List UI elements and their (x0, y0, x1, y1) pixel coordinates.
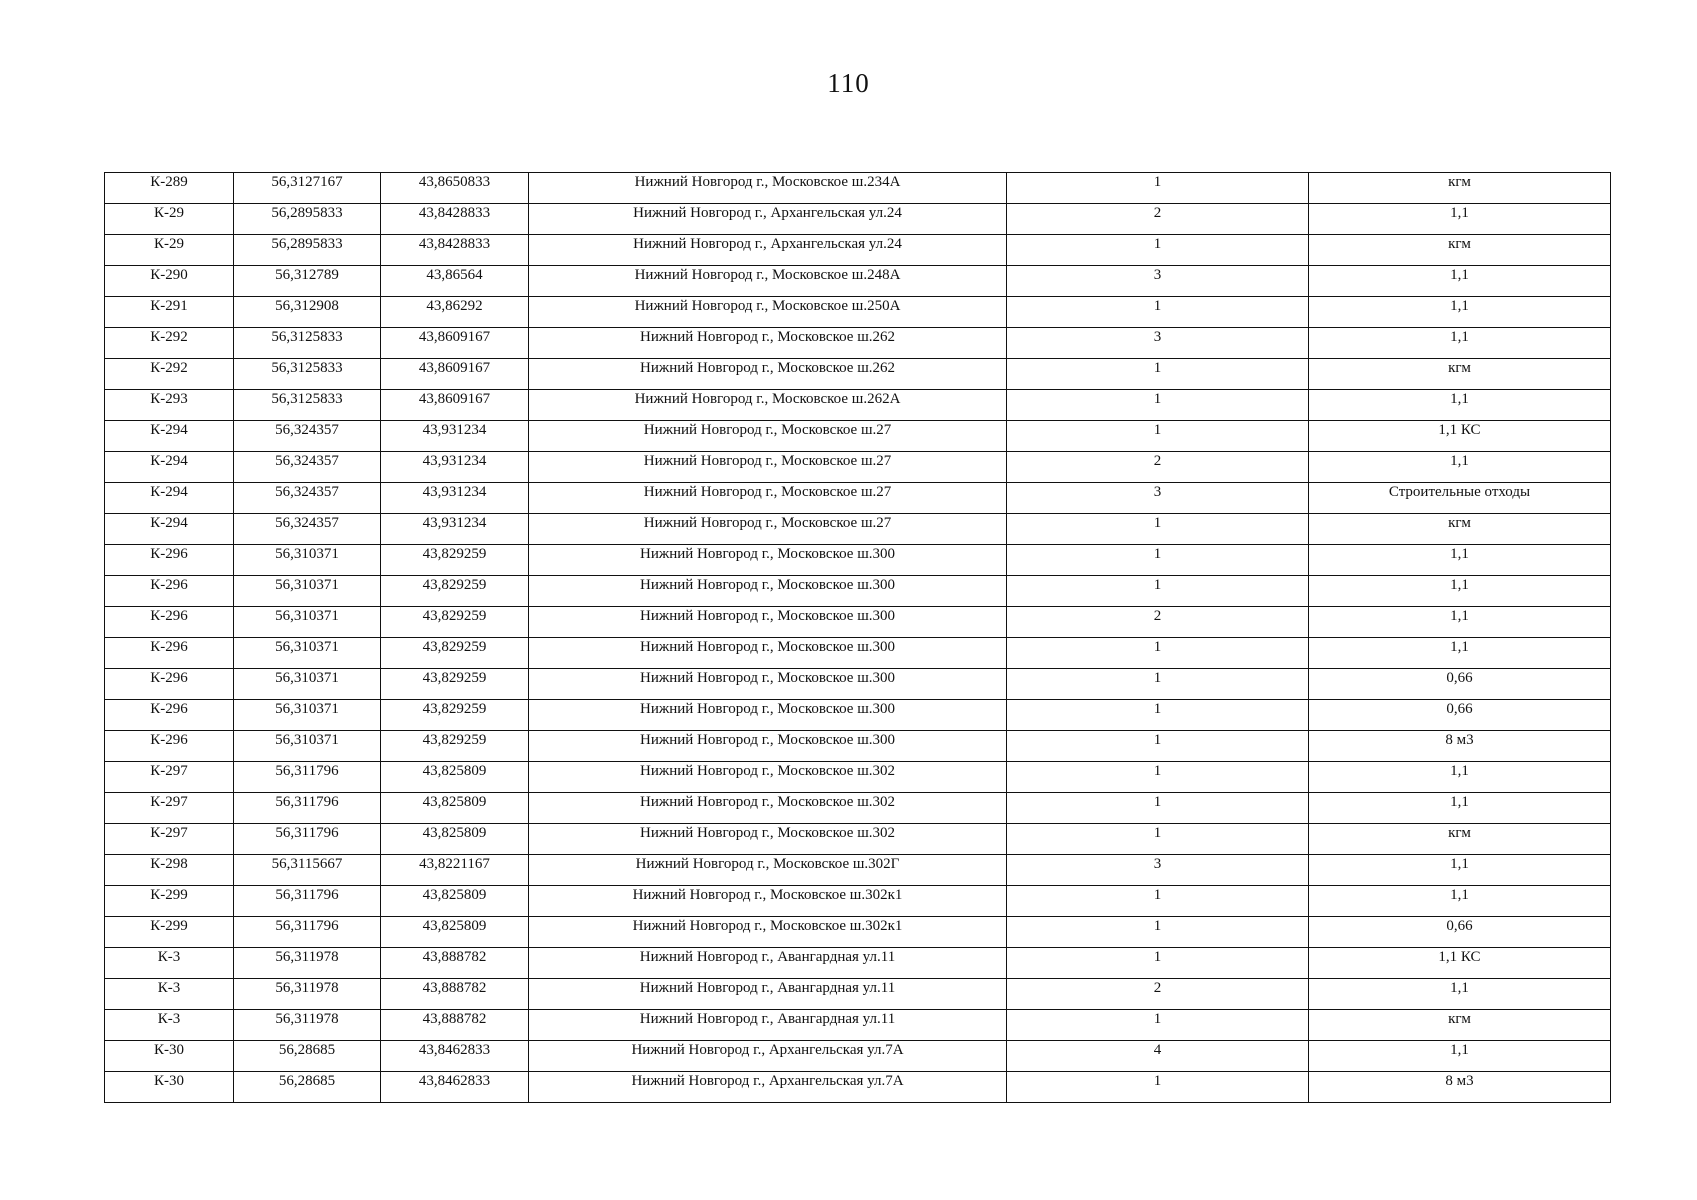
table-row (105, 173, 1611, 204)
type-cell: 1,1 КС (1309, 948, 1611, 979)
type-cell: 1,1 (1309, 576, 1611, 607)
type-cell: 1,1 КС (1309, 421, 1611, 452)
type-cell: 0,66 (1309, 917, 1611, 948)
longitude-cell: 43,8428833 (381, 204, 529, 235)
table-row (105, 328, 1611, 359)
latitude-cell: 56,311796 (234, 762, 381, 793)
page-number: 110 (827, 68, 870, 98)
table-row (105, 762, 1611, 793)
container-id-cell: К-292 (105, 328, 234, 359)
container-id-cell: К-299 (105, 917, 234, 948)
longitude-cell: 43,8609167 (381, 328, 529, 359)
longitude-cell: 43,931234 (381, 421, 529, 452)
table-row (105, 669, 1611, 700)
latitude-cell: 56,310371 (234, 545, 381, 576)
latitude-cell: 56,311978 (234, 1010, 381, 1041)
count-cell: 1 (1007, 669, 1309, 700)
address-cell: Нижний Новгород г., Московское ш.300 (529, 607, 1007, 638)
longitude-cell: 43,888782 (381, 948, 529, 979)
count-cell: 1 (1007, 390, 1309, 421)
type-cell: 1,1 (1309, 1041, 1611, 1072)
type-cell: 1,1 (1309, 638, 1611, 669)
latitude-cell: 56,324357 (234, 421, 381, 452)
type-cell: 1,1 (1309, 297, 1611, 328)
address-cell: Нижний Новгород г., Московское ш.262А (529, 390, 1007, 421)
container-id-cell: К-3 (105, 1010, 234, 1041)
container-id-cell: К-294 (105, 452, 234, 483)
address-cell: Нижний Новгород г., Московское ш.27 (529, 514, 1007, 545)
count-cell: 2 (1007, 204, 1309, 235)
table-row (105, 421, 1611, 452)
latitude-cell: 56,3125833 (234, 359, 381, 390)
container-id-cell: К-296 (105, 576, 234, 607)
latitude-cell: 56,311796 (234, 824, 381, 855)
data-table (104, 172, 1611, 1103)
count-cell: 2 (1007, 452, 1309, 483)
longitude-cell: 43,931234 (381, 483, 529, 514)
count-cell: 1 (1007, 762, 1309, 793)
latitude-cell: 56,312789 (234, 266, 381, 297)
latitude-cell: 56,310371 (234, 700, 381, 731)
count-cell: 1 (1007, 948, 1309, 979)
address-cell: Нижний Новгород г., Московское ш.248А (529, 266, 1007, 297)
container-id-cell: К-296 (105, 731, 234, 762)
address-cell: Нижний Новгород г., Авангардная ул.11 (529, 1010, 1007, 1041)
type-cell: 1,1 (1309, 390, 1611, 421)
table-row (105, 297, 1611, 328)
type-cell: кгм (1309, 173, 1611, 204)
latitude-cell: 56,312908 (234, 297, 381, 328)
latitude-cell: 56,3125833 (234, 328, 381, 359)
table-row (105, 359, 1611, 390)
table-row (105, 235, 1611, 266)
count-cell: 3 (1007, 483, 1309, 514)
type-cell: 1,1 (1309, 979, 1611, 1010)
type-cell: кгм (1309, 359, 1611, 390)
count-cell: 1 (1007, 173, 1309, 204)
table-row (105, 452, 1611, 483)
address-cell: Нижний Новгород г., Московское ш.262 (529, 359, 1007, 390)
latitude-cell: 56,3127167 (234, 173, 381, 204)
longitude-cell: 43,829259 (381, 669, 529, 700)
container-id-cell: К-296 (105, 700, 234, 731)
longitude-cell: 43,931234 (381, 452, 529, 483)
address-cell: Нижний Новгород г., Московское ш.302к1 (529, 886, 1007, 917)
count-cell: 3 (1007, 328, 1309, 359)
type-cell: кгм (1309, 824, 1611, 855)
table-row (105, 948, 1611, 979)
table-row (105, 390, 1611, 421)
count-cell: 1 (1007, 1072, 1309, 1103)
latitude-cell: 56,324357 (234, 452, 381, 483)
container-id-cell: К-291 (105, 297, 234, 328)
container-id-cell: К-296 (105, 638, 234, 669)
type-cell: 0,66 (1309, 669, 1611, 700)
table-row (105, 1010, 1611, 1041)
longitude-cell: 43,829259 (381, 545, 529, 576)
type-cell: 1,1 (1309, 607, 1611, 638)
latitude-cell: 56,28685 (234, 1041, 381, 1072)
longitude-cell: 43,825809 (381, 793, 529, 824)
container-id-cell: К-290 (105, 266, 234, 297)
longitude-cell: 43,888782 (381, 1010, 529, 1041)
container-id-cell: К-296 (105, 669, 234, 700)
address-cell: Нижний Новгород г., Московское ш.300 (529, 731, 1007, 762)
type-cell: 1,1 (1309, 762, 1611, 793)
latitude-cell: 56,310371 (234, 669, 381, 700)
table-row (105, 607, 1611, 638)
count-cell: 1 (1007, 731, 1309, 762)
latitude-cell: 56,324357 (234, 483, 381, 514)
address-cell: Нижний Новгород г., Московское ш.300 (529, 700, 1007, 731)
count-cell: 1 (1007, 638, 1309, 669)
count-cell: 3 (1007, 266, 1309, 297)
table-row (105, 1041, 1611, 1072)
type-cell: 1,1 (1309, 204, 1611, 235)
longitude-cell: 43,825809 (381, 917, 529, 948)
container-id-cell: К-294 (105, 483, 234, 514)
address-cell: Нижний Новгород г., Московское ш.302 (529, 762, 1007, 793)
latitude-cell: 56,311796 (234, 886, 381, 917)
type-cell: 8 м3 (1309, 1072, 1611, 1103)
count-cell: 1 (1007, 886, 1309, 917)
address-cell: Нижний Новгород г., Московское ш.302к1 (529, 917, 1007, 948)
container-id-cell: К-296 (105, 545, 234, 576)
type-cell: Строительные отходы (1309, 483, 1611, 514)
container-id-cell: К-294 (105, 421, 234, 452)
address-cell: Нижний Новгород г., Архангельская ул.7А (529, 1041, 1007, 1072)
count-cell: 1 (1007, 700, 1309, 731)
type-cell: 1,1 (1309, 545, 1611, 576)
latitude-cell: 56,3115667 (234, 855, 381, 886)
count-cell: 1 (1007, 545, 1309, 576)
type-cell: кгм (1309, 235, 1611, 266)
count-cell: 1 (1007, 514, 1309, 545)
address-cell: Нижний Новгород г., Московское ш.27 (529, 483, 1007, 514)
container-id-cell: К-297 (105, 824, 234, 855)
longitude-cell: 43,825809 (381, 824, 529, 855)
type-cell: 1,1 (1309, 266, 1611, 297)
table-row (105, 514, 1611, 545)
longitude-cell: 43,829259 (381, 576, 529, 607)
longitude-cell: 43,931234 (381, 514, 529, 545)
table-row (105, 1072, 1611, 1103)
longitude-cell: 43,829259 (381, 731, 529, 762)
type-cell: 1,1 (1309, 886, 1611, 917)
address-cell: Нижний Новгород г., Архангельская ул.7А (529, 1072, 1007, 1103)
address-cell: Нижний Новгород г., Московское ш.302Г (529, 855, 1007, 886)
container-id-cell: К-3 (105, 948, 234, 979)
table-row (105, 731, 1611, 762)
type-cell: 1,1 (1309, 793, 1611, 824)
latitude-cell: 56,311978 (234, 948, 381, 979)
type-cell: кгм (1309, 514, 1611, 545)
address-cell: Нижний Новгород г., Авангардная ул.11 (529, 948, 1007, 979)
longitude-cell: 43,8462833 (381, 1072, 529, 1103)
address-cell: Нижний Новгород г., Московское ш.27 (529, 421, 1007, 452)
container-id-cell: К-289 (105, 173, 234, 204)
latitude-cell: 56,2895833 (234, 204, 381, 235)
longitude-cell: 43,8428833 (381, 235, 529, 266)
longitude-cell: 43,8609167 (381, 359, 529, 390)
table-row (105, 545, 1611, 576)
count-cell: 2 (1007, 607, 1309, 638)
count-cell: 4 (1007, 1041, 1309, 1072)
type-cell: 1,1 (1309, 855, 1611, 886)
table-body (105, 173, 1611, 1103)
table-row (105, 886, 1611, 917)
container-id-cell: К-293 (105, 390, 234, 421)
longitude-cell: 43,829259 (381, 607, 529, 638)
address-cell: Нижний Новгород г., Московское ш.302 (529, 793, 1007, 824)
latitude-cell: 56,311796 (234, 917, 381, 948)
container-id-cell: К-297 (105, 762, 234, 793)
latitude-cell: 56,310371 (234, 731, 381, 762)
count-cell: 1 (1007, 576, 1309, 607)
count-cell: 1 (1007, 793, 1309, 824)
table-row (105, 266, 1611, 297)
count-cell: 1 (1007, 1010, 1309, 1041)
latitude-cell: 56,311978 (234, 979, 381, 1010)
address-cell: Нижний Новгород г., Архангельская ул.24 (529, 235, 1007, 266)
table-row (105, 576, 1611, 607)
type-cell: кгм (1309, 1010, 1611, 1041)
container-id-cell: К-29 (105, 235, 234, 266)
address-cell: Нижний Новгород г., Авангардная ул.11 (529, 979, 1007, 1010)
container-id-cell: К-30 (105, 1072, 234, 1103)
latitude-cell: 56,310371 (234, 607, 381, 638)
table-row (105, 638, 1611, 669)
table-row (105, 793, 1611, 824)
type-cell: 8 м3 (1309, 731, 1611, 762)
container-id-cell: К-29 (105, 204, 234, 235)
count-cell: 1 (1007, 297, 1309, 328)
table-row (105, 979, 1611, 1010)
longitude-cell: 43,8221167 (381, 855, 529, 886)
latitude-cell: 56,2895833 (234, 235, 381, 266)
count-cell: 2 (1007, 979, 1309, 1010)
longitude-cell: 43,86292 (381, 297, 529, 328)
longitude-cell: 43,8609167 (381, 390, 529, 421)
address-cell: Нижний Новгород г., Московское ш.302 (529, 824, 1007, 855)
type-cell: 1,1 (1309, 452, 1611, 483)
longitude-cell: 43,829259 (381, 700, 529, 731)
latitude-cell: 56,28685 (234, 1072, 381, 1103)
count-cell: 1 (1007, 824, 1309, 855)
container-id-cell: К-30 (105, 1041, 234, 1072)
longitude-cell: 43,8462833 (381, 1041, 529, 1072)
container-id-cell: К-292 (105, 359, 234, 390)
latitude-cell: 56,310371 (234, 638, 381, 669)
address-cell: Нижний Новгород г., Московское ш.250А (529, 297, 1007, 328)
latitude-cell: 56,324357 (234, 514, 381, 545)
latitude-cell: 56,310371 (234, 576, 381, 607)
longitude-cell: 43,825809 (381, 886, 529, 917)
count-cell: 1 (1007, 235, 1309, 266)
address-cell: Нижний Новгород г., Московское ш.300 (529, 638, 1007, 669)
type-cell: 0,66 (1309, 700, 1611, 731)
table-row (105, 483, 1611, 514)
count-cell: 3 (1007, 855, 1309, 886)
address-cell: Нижний Новгород г., Московское ш.300 (529, 576, 1007, 607)
container-id-cell: К-3 (105, 979, 234, 1010)
container-id-cell: К-297 (105, 793, 234, 824)
longitude-cell: 43,86564 (381, 266, 529, 297)
type-cell: 1,1 (1309, 328, 1611, 359)
container-id-cell: К-299 (105, 886, 234, 917)
container-id-cell: К-296 (105, 607, 234, 638)
longitude-cell: 43,8650833 (381, 173, 529, 204)
count-cell: 1 (1007, 359, 1309, 390)
longitude-cell: 43,888782 (381, 979, 529, 1010)
latitude-cell: 56,3125833 (234, 390, 381, 421)
table-row (105, 917, 1611, 948)
longitude-cell: 43,825809 (381, 762, 529, 793)
latitude-cell: 56,311796 (234, 793, 381, 824)
address-cell: Нижний Новгород г., Московское ш.300 (529, 545, 1007, 576)
table-row (105, 824, 1611, 855)
longitude-cell: 43,829259 (381, 638, 529, 669)
container-id-cell: К-298 (105, 855, 234, 886)
container-id-cell: К-294 (105, 514, 234, 545)
address-cell: Нижний Новгород г., Московское ш.262 (529, 328, 1007, 359)
table-row (105, 204, 1611, 235)
count-cell: 1 (1007, 917, 1309, 948)
table-row (105, 855, 1611, 886)
address-cell: Нижний Новгород г., Московское ш.234А (529, 173, 1007, 204)
address-cell: Нижний Новгород г., Архангельская ул.24 (529, 204, 1007, 235)
address-cell: Нижний Новгород г., Московское ш.27 (529, 452, 1007, 483)
table-row (105, 700, 1611, 731)
address-cell: Нижний Новгород г., Московское ш.300 (529, 669, 1007, 700)
count-cell: 1 (1007, 421, 1309, 452)
